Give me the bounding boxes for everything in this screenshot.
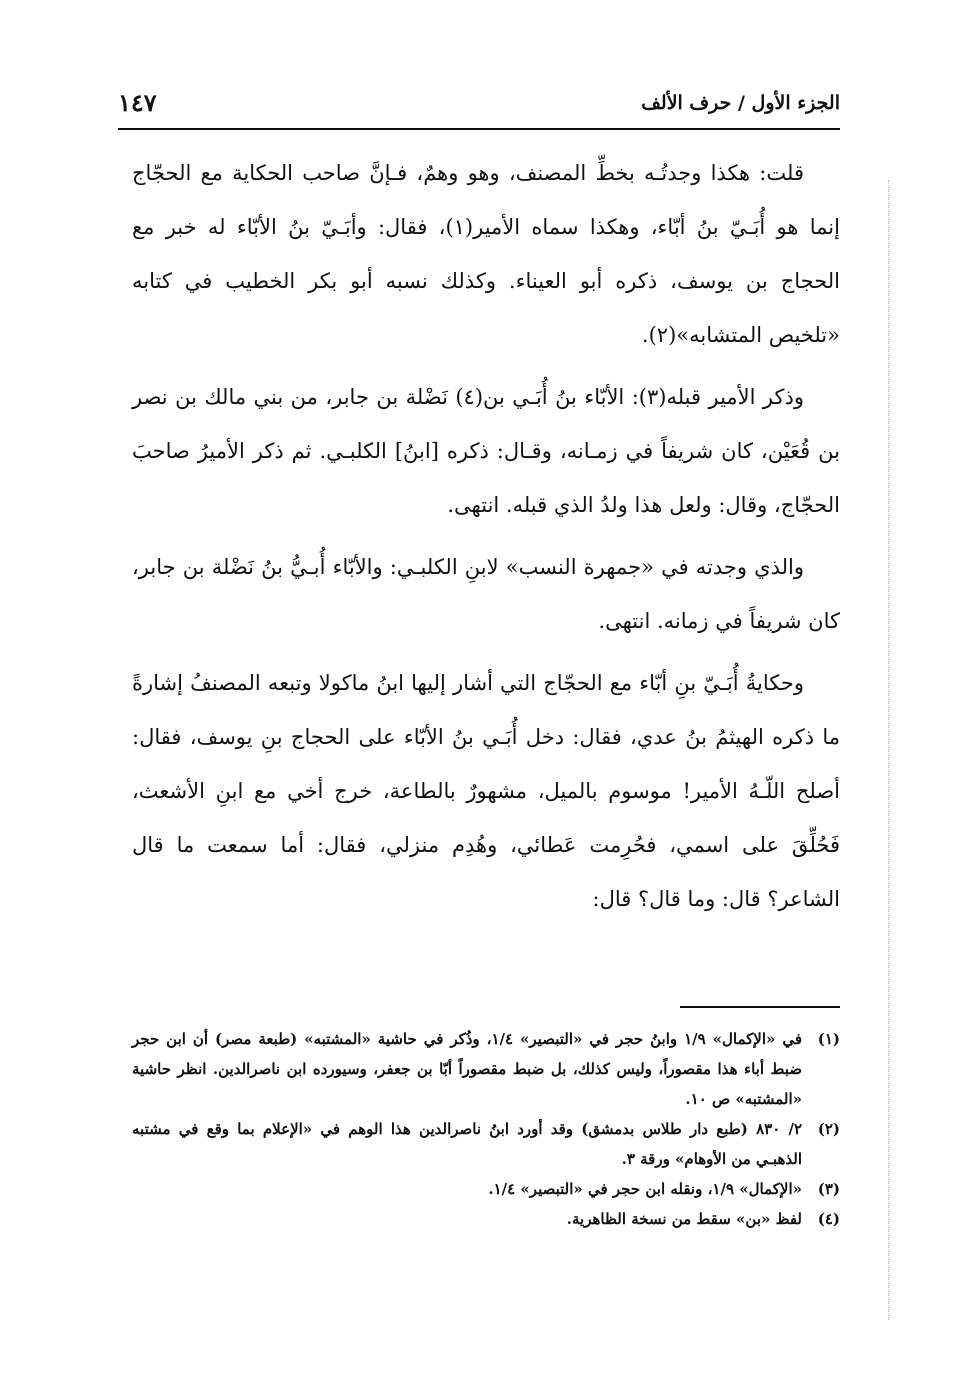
header-rule xyxy=(118,128,840,130)
footnote xyxy=(132,1114,840,1174)
footnote-text: في «الإكمال» ١/٩ وابنُ حجر في «التبصير» ١/٤، وذُكر في حاشية «المشتبه» (طبعة مصر) أن ابن حجر ضبط أباء هذا مقصوراً، وليس كذلك، بل ضبط مقصوراً أبّا بن جعفر، وسيورده ابن ناصرالدين. انظر حاشية «المشتبه» ص ١٠. xyxy=(132,1030,802,1108)
footnote-number: (٢) xyxy=(817,1120,840,1138)
footnote-number: (٤) xyxy=(817,1210,840,1228)
footnote-number: (٣) xyxy=(817,1180,840,1198)
page-header xyxy=(118,88,840,122)
paragraph: وذكر الأمير قبله(٣): الأبّاء بنُ أُبَـي بن(٤) نَضْلة بن جابر، من بني مالك بن نصر بن قُعَيْن، كان شريفاً في زمـانه، وقـال: ذكره [ابنُ] الكلبـي. ثم ذكر الأميرُ صاحبَ الحجّاج، وقال: ولعل هذا ولدُ الذي قبله. انتهى. xyxy=(132,385,840,517)
paragraph: قلت: هكذا وجدتُـه بخطِّ المصنف، وهو وهمٌ، فـإنَّ صاحب الحكاية مع الحجّاج إنما هو أُبَـيّ بنُ أبّاء، وهكذا سماه الأمير(١)، فقال: وأبَـيّ بنُ الأبّاء له خبر مع الحجاج بن يوسف، ذكره أبو العيناء. وكذلك نسبه أبو بكر الخطيب في كتابه «تلخيص المتشابه»(٢). xyxy=(132,161,840,347)
footnote-text: لفظ «بن» سقط من نسخة الظاهرية. xyxy=(566,1210,802,1228)
footnote-number: (١) xyxy=(817,1030,840,1048)
page-number: ١٤٧ xyxy=(118,88,157,117)
paragraph: وحكايةُ أُبَـيّ بنِ أبّاء مع الحجّاج التي أشار إليها ابنُ ماكولا وتبعه المصنفُ إشارةً ما ذكره الهيثمُ بنُ عدي، فقال: دخل أُبَـي بنُ الأبّاء على الحجاج بنِ يوسف، فقال: أصلح اللّـهُ الأمير! موسوم بالميل، مشهورٌ بالطاعة، خرج أخي مع ابنِ الأشعث، فَحُلِّقَ على اسمي، فحُرِمت عَطائي، وهُدِم منزلي، فقال: أما سمعت ما قال الشاعر؟ قال: وما قال؟ قال: xyxy=(132,671,840,911)
main-text xyxy=(132,146,840,926)
running-head: الجزء الأول / حرف الألف xyxy=(641,92,840,114)
footnote xyxy=(132,1024,840,1114)
footnote xyxy=(132,1174,840,1204)
footnote-separator xyxy=(680,1006,840,1008)
footnote xyxy=(132,1204,840,1234)
paragraph: والذي وجدته في «جمهرة النسب» لابنِ الكلبـي: والأبّاء أُبـيُّ بنُ نَضْلة بن جابر، كان شريفاً في زمانه. انتهى. xyxy=(132,555,840,633)
footnote-text: ٢/ ٨٣٠ (طبع دار طلاس بدمشق) وقد أورد ابنُ ناصرالدين هذا الوهم في «الإعلام بما وقع في مشتبه الذهبـي من الأوهام» ورقة ٣. xyxy=(132,1120,803,1168)
footnotes xyxy=(132,1024,840,1234)
footnote-text: «الإكمال» ١/٩، ونقله ابن حجر في «التبصير» ١/٤. xyxy=(488,1180,802,1198)
scan-margin-dots xyxy=(888,180,891,1320)
